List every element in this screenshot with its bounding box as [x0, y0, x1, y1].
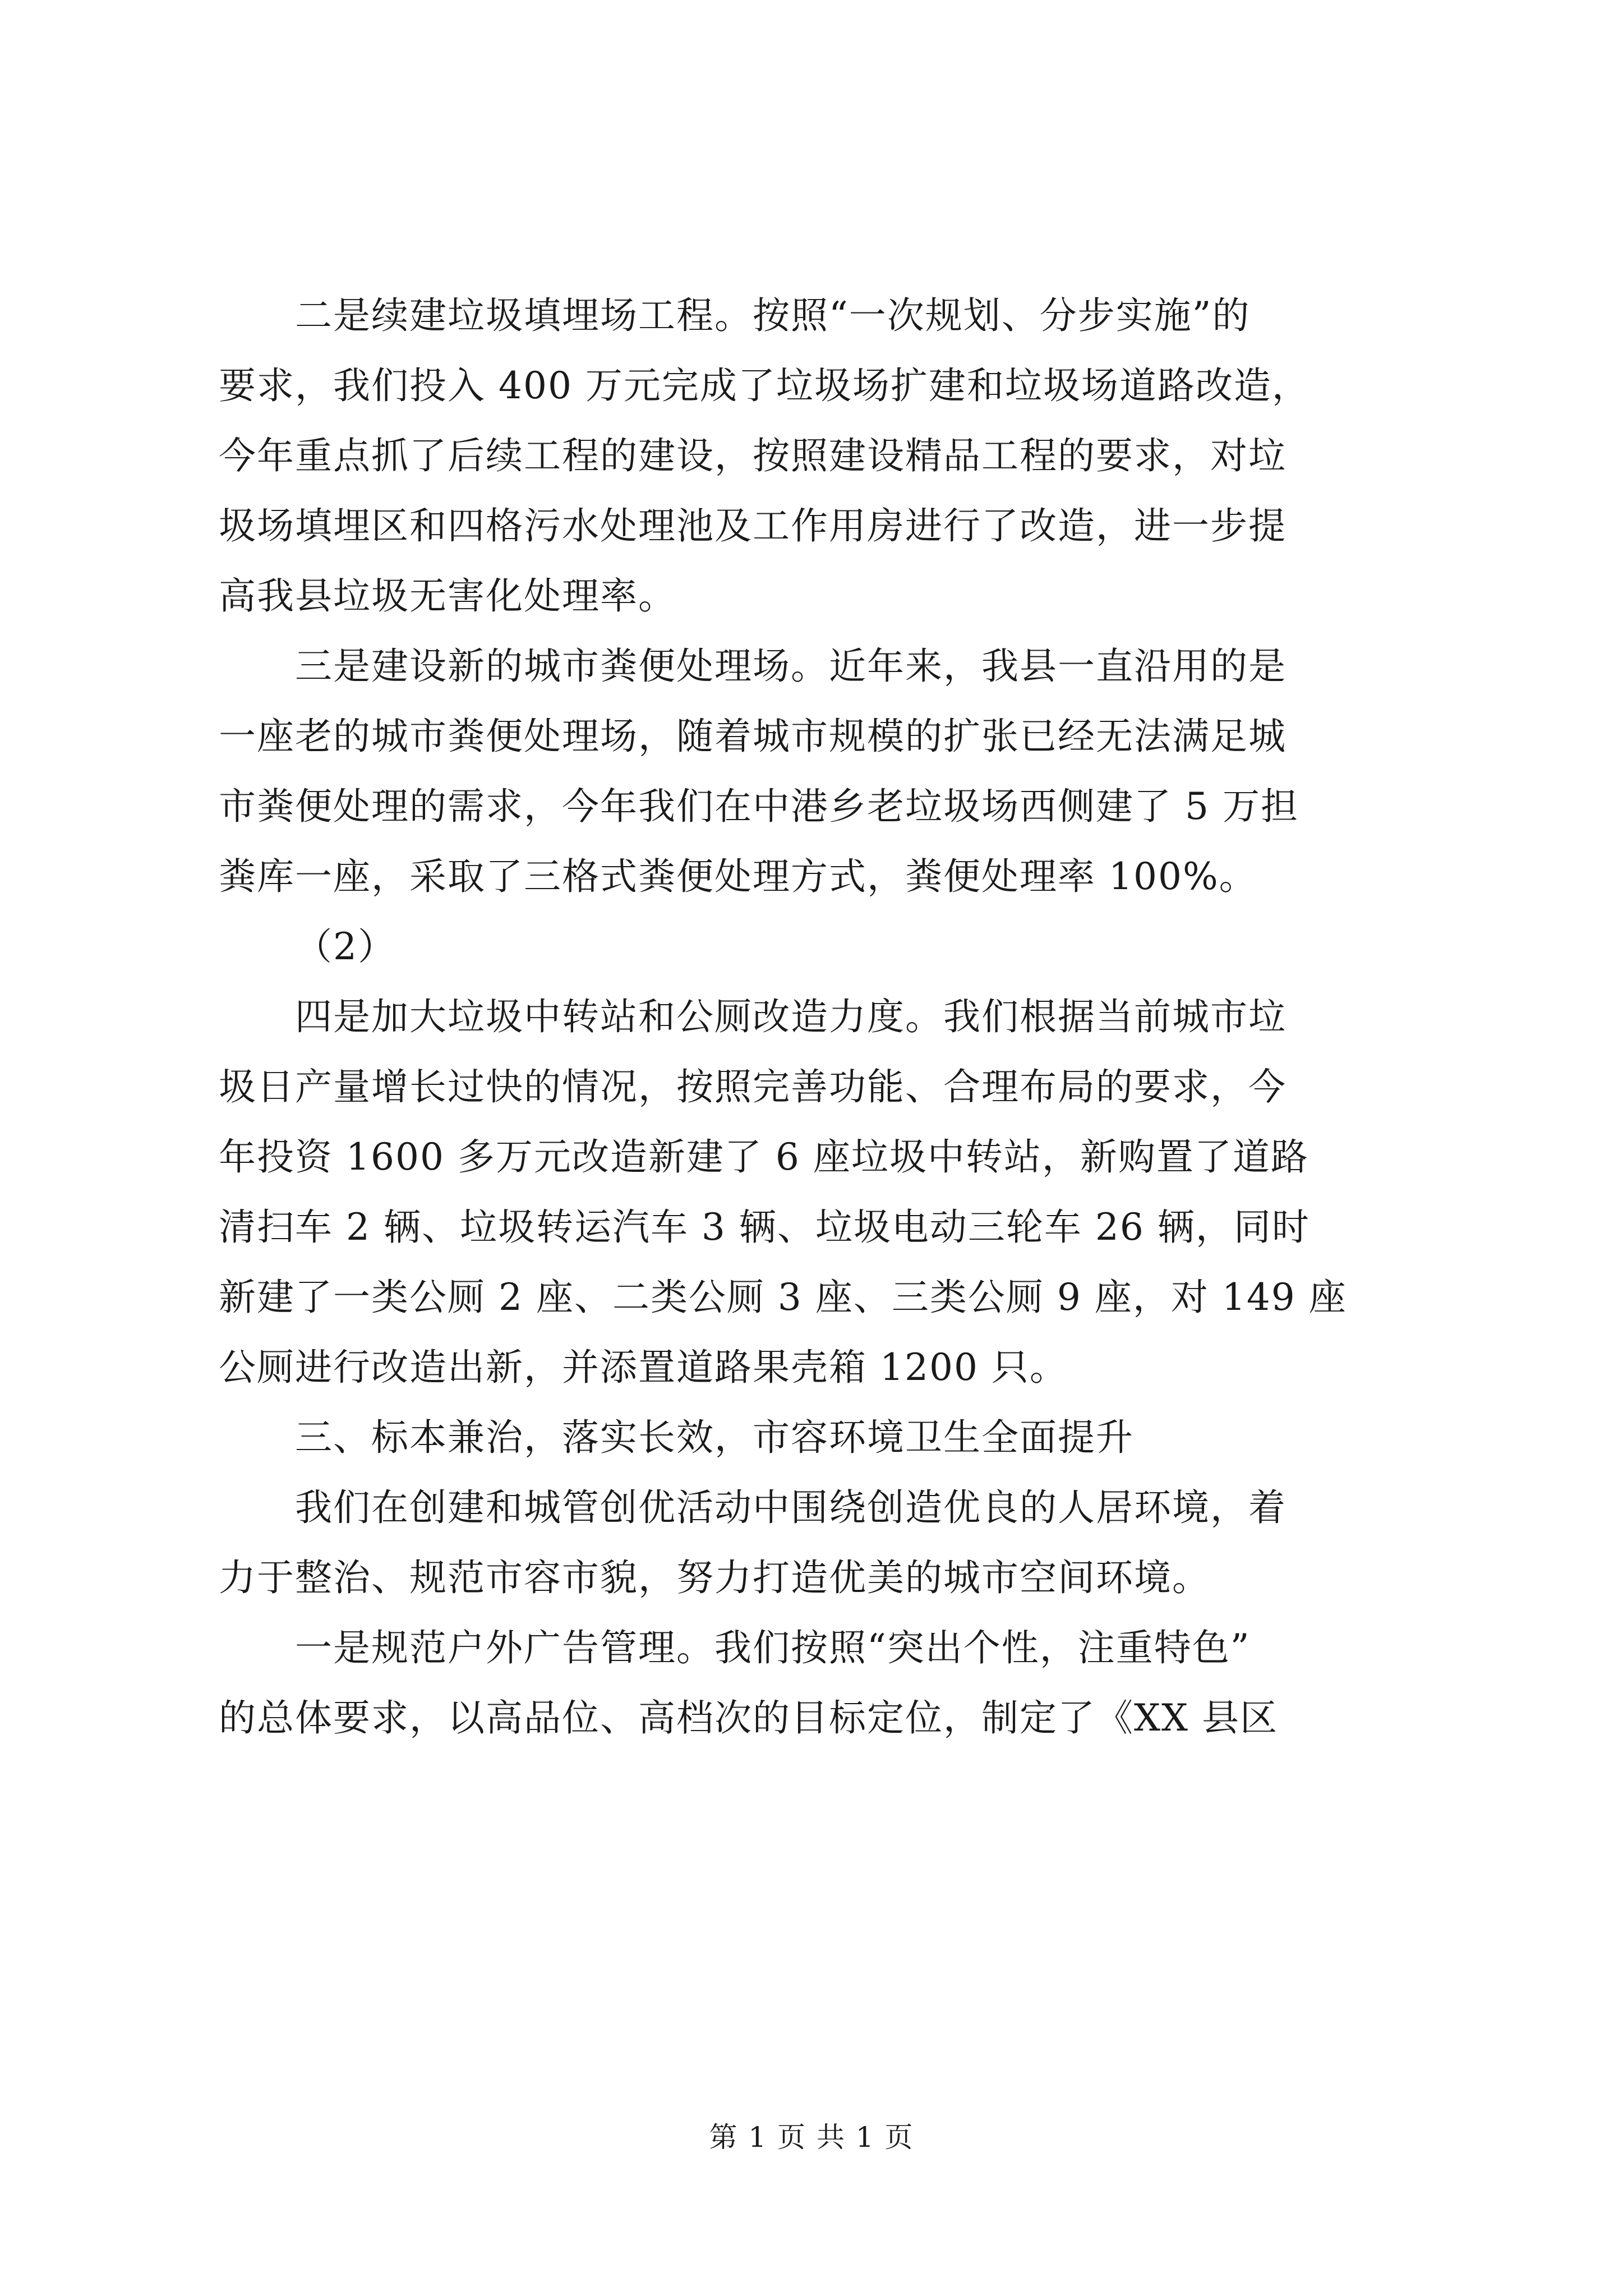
- text-line: 二是续建垃圾填埋场工程。按照“一次规划、分步实施”的: [295, 294, 1251, 337]
- text-line: 三、标本兼治，落实长效，市容环境卫生全面提升: [295, 1416, 1134, 1459]
- text-line: 圾日产量增长过快的情况，按照完善功能、合理布局的要求，今: [219, 1065, 1287, 1108]
- text-line: 公厕进行改造出新，并添置道路果壳箱 1200 只。: [219, 1346, 1068, 1389]
- text-line: 我们在创建和城管创优活动中围绕创造优良的人居环境，着: [295, 1486, 1287, 1529]
- text-line: 的总体要求，以高品位、高档次的目标定位，制定了《XX 县区: [219, 1696, 1278, 1740]
- text-line: 要求，我们投入 400 万元完成了垃圾场扩建和垃圾场道路改造，: [219, 364, 1310, 407]
- text-line: 高我县垃圾无害化处理率。: [219, 574, 676, 618]
- text-line: （2）: [295, 925, 396, 968]
- text-line: 今年重点抓了后续工程的建设，按照建设精品工程的要求，对垃: [219, 434, 1287, 477]
- page-footer: 第 1 页 共 1 页: [709, 2121, 914, 2154]
- text-line: 三是建设新的城市粪便处理场。近年来，我县一直沿用的是: [295, 645, 1287, 688]
- text-line: 粪库一座，采取了三格式粪便处理方式，粪便处理率 100%。: [219, 855, 1257, 898]
- text-line: 市粪便处理的需求，今年我们在中港乡老垃圾场西侧建了 5 万担: [219, 785, 1299, 828]
- text-line: 一座老的城市粪便处理场，随着城市规模的扩张已经无法满足城: [219, 715, 1287, 758]
- text-line: 一是规范户外广告管理。我们按照“突出个性，注重特色”: [295, 1626, 1251, 1669]
- text-line: 力于整治、规范市容市貌，努力打造优美的城市空间环境。: [219, 1556, 1210, 1599]
- document-body: [219, 280, 1424, 1753]
- text-line: 新建了一类公厕 2 座、二类公厕 3 座、三类公厕 9 座，对 149 座: [219, 1276, 1347, 1319]
- text-line: 圾场填埋区和四格污水处理池及工作用房进行了改造，进一步提: [219, 504, 1287, 547]
- text-line: 年投资 1600 多万元改造新建了 6 座垃圾中转站，新购置了道路: [219, 1135, 1309, 1179]
- text-line: 四是加大垃圾中转站和公厕改造力度。我们根据当前城市垃: [295, 995, 1287, 1038]
- text-line: 清扫车 2 辆、垃圾转运汽车 3 辆、垃圾电动三轮车 26 辆，同时: [219, 1205, 1310, 1249]
